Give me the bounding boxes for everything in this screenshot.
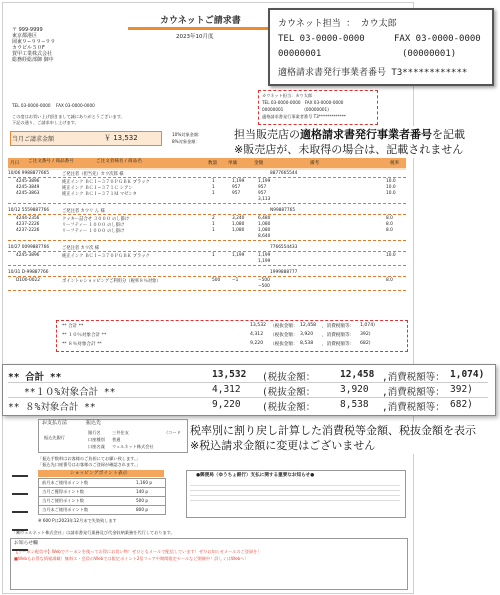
side-mark <box>12 549 28 551</box>
item-code: 4237-2226 <box>16 228 40 233</box>
item-unit: 1,199 <box>232 253 245 258</box>
bank-row-value: ウェルネット株式会社 <box>112 444 154 449</box>
mini-total-v1: 3,920 <box>300 332 314 337</box>
points-value: 1,160 p <box>136 479 152 485</box>
col-order: ご注文番号 / 商品番号 <box>28 159 74 164</box>
callout-tel: TEL 03-0000-0000 <box>278 34 365 44</box>
item-rate: 8.0 <box>386 222 393 227</box>
payment-note: 「振込手数料はお客様のご負担にてお願い致します。」 <box>38 456 141 461</box>
points-value: 500 p <box>136 497 148 503</box>
item-rate: 8.0 <box>386 228 393 233</box>
total-divider <box>8 382 488 383</box>
info-box <box>10 538 408 590</box>
points-value: 140 p <box>136 488 148 494</box>
item-unit: −1 <box>232 278 239 283</box>
amount-value: ￥ 13,532 <box>104 134 138 142</box>
invoice-date: 2023年10月度 <box>176 34 214 40</box>
points-value: 800 p <box>136 506 148 512</box>
address-line: 岡東９−９９−９９ <box>12 39 56 45</box>
item-amount: 1,199 <box>258 179 271 184</box>
total-t2: ,消費税額等： <box>382 402 445 413</box>
section-head-right: N99887765 <box>270 208 296 213</box>
mini-total-t1: （税抜金額： <box>270 342 298 347</box>
points-label: 当月末ご使用ポイント数 <box>42 506 89 512</box>
item-rate: 8.0 <box>386 216 393 221</box>
callout-fax: FAX 03-0000-0000 <box>394 34 481 44</box>
col-amount: 金額 <box>254 161 264 166</box>
tax-totals-highlight <box>56 320 408 352</box>
mini-total-v2: 682) <box>360 341 371 346</box>
mini-total-t2: ，消費税額等： <box>322 333 355 338</box>
item-qty: 1 <box>212 185 215 190</box>
side-mark <box>12 493 28 495</box>
item-unit: 3,240 <box>232 216 245 221</box>
address-line: 総務経総部御 御中 <box>12 57 54 63</box>
section-head-right: 8877665544 <box>270 171 298 176</box>
row-divider <box>8 214 406 215</box>
col-date: 月日 <box>10 161 20 166</box>
total-label: ** 合計 ** <box>8 372 62 383</box>
item-rate: 10.0 <box>386 185 396 190</box>
seller-mini-line: 適格請求書発行事業者番号 T3************* <box>262 114 347 119</box>
item-qty: 1 <box>212 253 215 258</box>
item-unit: 1,199 <box>232 179 245 184</box>
yucho-title: ●郵便局（ゆうちょ銀行）支払に関する重要なお知らせ● <box>196 473 315 478</box>
row-divider <box>8 251 406 252</box>
intro-line: この度はお買い上げ頂きまして誠にありがとうございます。 <box>12 114 125 119</box>
points-expiry-note: ※ 600 Pは2023年12月末で失効致します <box>38 518 117 523</box>
seller-mini-line: 00000001 (00000001) <box>262 107 329 112</box>
side-mark <box>12 529 28 531</box>
item-code: 4245-3863 <box>16 191 40 196</box>
section-subtotal: 8,640 <box>258 234 271 239</box>
total-t2: ,消費税額等： <box>382 372 445 383</box>
item-name: ポイントｅショッピングご利用分（税率８％対象） <box>62 279 161 284</box>
item-code: D100-0022 <box>16 278 40 283</box>
side-mark <box>12 511 28 513</box>
tel-fax: TEL 03-0000-0000 FAX 03-0000-0000 <box>12 103 95 108</box>
item-qty: 1 <box>212 191 215 196</box>
total-amt: 4,312 <box>212 384 241 395</box>
amount-label: 当月ご請求金額 <box>12 136 55 143</box>
total-amt: 13,532 <box>212 369 247 380</box>
item-qty: 1 <box>212 179 215 184</box>
seller-callout <box>268 8 494 86</box>
item-qty: 500 <box>212 278 221 283</box>
bank-row-label: 口座種別 <box>88 437 105 442</box>
col-name: ご注文者様名 / 商品名 <box>96 159 142 164</box>
note1-line1: 担当販売店の適格請求書発行事業者番号を記載 <box>234 128 465 141</box>
address-line: 賀甲工業株式会社 <box>12 51 53 57</box>
invoice-title: カウネットご請求書 <box>160 16 241 26</box>
col-unit: 単価 <box>228 161 238 166</box>
item-name: 純正インク ＢＣＩ−３７１Ｃ シアン <box>62 186 133 191</box>
pay-method: 振込先銀行 <box>44 435 65 440</box>
mini-total-v1: 8,538 <box>300 341 314 346</box>
payment-title: お支払方法 <box>42 420 68 426</box>
section-head-mid: ご発注者（担当先）カウ次郎 様 <box>62 172 124 177</box>
bank-code-label: （コード <box>164 430 181 435</box>
item-qty: 1 <box>212 228 215 233</box>
table-top-rule <box>8 168 406 170</box>
total-v2: 682) <box>450 399 473 410</box>
item-amount: 1,080 <box>258 228 271 233</box>
mini-total-t2: ，消費税額等： <box>322 342 355 347</box>
mini-total-amt: 13,532 <box>250 323 267 328</box>
note2-line2: ※税込請求金額に変更はございません <box>190 439 376 452</box>
callout-code-paren: (00000001) <box>402 49 457 59</box>
item-code: 4237-2226 <box>16 222 40 227</box>
total-v2: 1,074) <box>450 369 485 380</box>
mini-total-v1: 12,458 <box>300 323 317 328</box>
section-head-mid: ご発注者 カウリ ん 様 <box>62 209 105 214</box>
col-qty: 数量 <box>208 161 218 166</box>
item-amount: 1,080 <box>258 222 271 227</box>
bank-row-value: 普通 <box>112 437 121 442</box>
note1-line2: ※販売店が、未取得の場合は、記載されません <box>234 143 464 156</box>
item-qty: 2 <box>212 216 215 221</box>
mini-total-v2: 1,074) <box>360 323 375 328</box>
item-unit: 1,080 <box>232 228 245 233</box>
points-label: 当月ご使用ポイント数 <box>42 497 84 503</box>
item-name: 純正インク ＢＣＩ−３７０ＰＧＢＫ ブラック <box>62 254 150 259</box>
total-v1: 3,920 <box>340 384 369 395</box>
mini-total-amt: 9,220 <box>250 341 264 346</box>
company-note: 「㈱ウェルネット株式会社」は請求書発行業務及び代金収納業務を代行しております。 <box>12 530 175 535</box>
points-label: 当月ご獲得ポイント数 <box>42 488 84 494</box>
section-subtotal: −500 <box>258 284 270 289</box>
total-v1: 12,458 <box>340 369 375 380</box>
section-head-right: 1999888777 <box>270 270 298 275</box>
tax-rate-label-8: 8%対象金額： <box>172 139 200 144</box>
item-rate: 10.0 <box>386 191 396 196</box>
item-amount: −500 <box>258 278 270 283</box>
item-amount: 1,199 <box>258 253 271 258</box>
seller-mini-line: TEL 03-0000-0000 FAX 03-0000-0000 <box>262 100 344 105</box>
item-unit: 957 <box>232 185 241 190</box>
item-code: 4245-3896 <box>16 253 40 258</box>
address-line: 東京都港区 <box>12 33 38 39</box>
row-divider <box>8 265 406 266</box>
item-amount: 957 <box>258 191 267 196</box>
item-name: クッキー詰合せ ３０００ のし掛け <box>62 217 130 222</box>
section-head-right: 7766554433 <box>270 245 298 250</box>
total-divider <box>8 397 488 398</box>
col-remarks: 備考 <box>310 161 320 166</box>
item-rate: 10.0 <box>386 179 396 184</box>
mini-total-label: ** 合計 ** <box>62 324 84 329</box>
points-title: ショッピングポイント表示 <box>70 471 128 476</box>
info-line: 【クーポン配信中】Webでクーポンを使ってお得にお買い物！ぜひともメールで配信しています！ぜひお知らせメールのご登録を！ <box>14 549 262 554</box>
section-head-left: 10/31 D-99887766 <box>8 270 49 275</box>
mini-total-label: ** ８％対象合計 ** <box>62 342 102 347</box>
total-t2: ,消費税額等： <box>382 387 445 398</box>
bank-title: 振込先 <box>86 420 102 426</box>
address-line: 〒 999-9999 <box>12 27 43 33</box>
item-name: リーフティー １０００ のし掛け <box>62 229 125 234</box>
total-v2: 392) <box>450 384 473 395</box>
item-code: 4244-2356 <box>16 216 40 221</box>
mini-total-label: ** １０％対象合計 ** <box>62 333 107 338</box>
section-subtotal: 1,199 <box>258 259 271 264</box>
item-amount: 957 <box>258 185 267 190</box>
row-divider <box>8 177 406 178</box>
address-line: カウビル５０F <box>12 45 45 51</box>
intro-line: 下記の通り、ご請求申し上げます。 <box>12 120 79 125</box>
mini-total-t1: （税抜金額： <box>270 324 298 329</box>
row-divider <box>8 240 406 241</box>
total-label: **１０%対象合計 ** <box>24 387 116 398</box>
info-line: ■Webもお得な情報満載！無料エ・会員のWebでは限定ポイント2倍フェアや期間限定セールなど開催中！詳しくはWebへ！ <box>14 556 249 561</box>
item-code: 4245-3896 <box>16 179 40 184</box>
total-v1: 8,538 <box>340 399 369 410</box>
col-rate: 税率 <box>390 161 400 166</box>
mini-total-t2: ，消費税額等： <box>322 324 355 329</box>
total-label: ** ８%対象合計 ** <box>8 402 96 413</box>
yucho-body <box>190 481 400 505</box>
item-rate: 8.0 <box>386 278 393 283</box>
section-head-mid: ご発注者 カウ次 様 <box>62 246 100 251</box>
total-t1: (税抜金額： <box>262 372 316 383</box>
bank-row-label: 銀行名 <box>88 430 101 435</box>
info-title: お知らせ欄 <box>14 541 38 546</box>
item-rate: 10.0 <box>386 253 396 258</box>
section-subtotal: 3,113 <box>258 197 271 202</box>
item-code: 4245-3849 <box>16 185 40 190</box>
callout-code: 00000001 <box>278 49 322 59</box>
total-amt: 9,220 <box>212 399 241 410</box>
item-amount: 6,480 <box>258 216 271 221</box>
mini-total-t1: （税抜金額： <box>270 333 298 338</box>
mini-total-v2: 392) <box>360 332 371 337</box>
section-head-left: 10/06 9988877665 <box>8 171 50 176</box>
item-unit: 957 <box>232 191 241 196</box>
item-qty: 1 <box>212 222 215 227</box>
callout-staff: カウネット担当 ： カウ太郎 <box>278 19 397 29</box>
mini-total-amt: 4,312 <box>250 332 264 337</box>
callout-registration: 適格請求書発行事業者番号 T3************ <box>278 68 468 78</box>
points-label: 前月末ご使用ポイント数 <box>42 479 89 485</box>
item-name: 純正インク ＢＣＩ−３７１Ｍ マゼンタ <box>62 192 137 197</box>
note2-line1: 税率別に割り戻し計算した消費税等金額、税抜金額を表示 <box>190 424 476 437</box>
tax-rate-label-10: 10%対象金額： <box>172 132 203 137</box>
section-head-left: 10/12 5559887766 <box>8 208 50 213</box>
bank-row-value: 三井住友 <box>112 430 129 435</box>
section-head-left: 10/27 0099887766 <box>8 245 50 250</box>
row-divider <box>8 290 406 291</box>
item-name: リーフティー １０００ のし掛け <box>62 223 125 228</box>
row-divider <box>8 203 406 204</box>
side-mark <box>12 475 28 477</box>
row-divider <box>8 276 406 277</box>
total-t1: (税抜金額： <box>262 387 316 398</box>
seller-mini-line: カウネット担当：カウ太郎 <box>262 93 313 98</box>
item-name: 純正インク ＢＣＩ−３７０ＰＧＢＫ ブラック <box>62 180 150 185</box>
payment-note: 「振込先口座番号はお客様のご登録が確認されます。」 <box>38 462 141 467</box>
item-unit: 1,080 <box>232 222 245 227</box>
bank-row-label: 口座名義 <box>88 444 105 449</box>
total-t1: (税抜金額： <box>262 402 316 413</box>
